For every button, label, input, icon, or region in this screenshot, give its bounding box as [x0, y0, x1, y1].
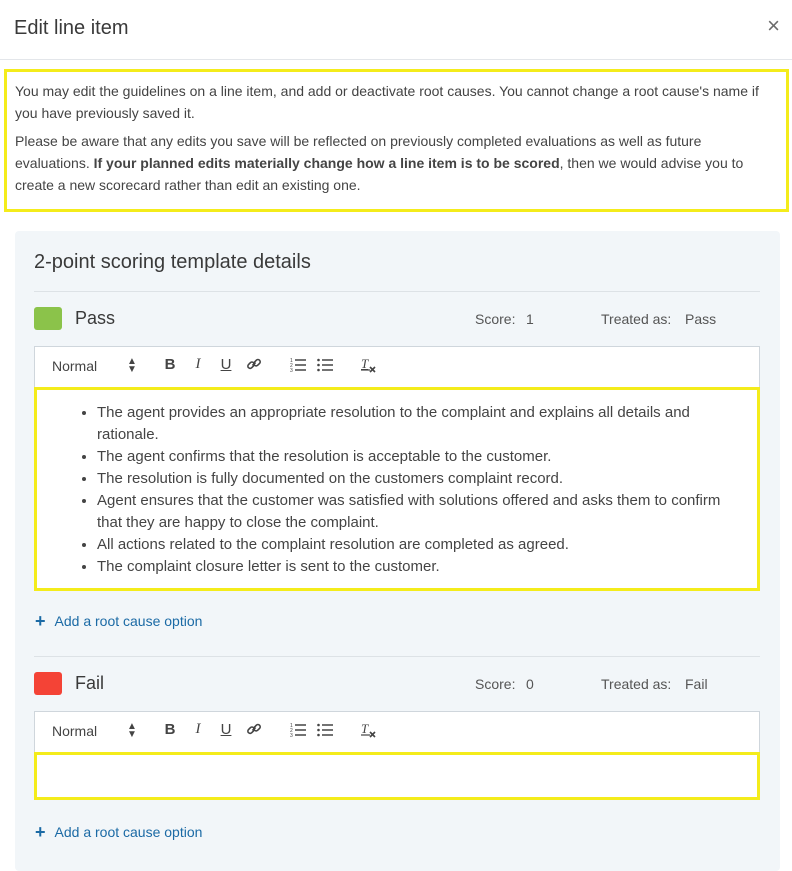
- underline-icon[interactable]: U: [220, 356, 232, 373]
- fail-score-value: 0: [526, 676, 534, 692]
- pass-color-swatch: [34, 307, 62, 330]
- pass-guidelines-text-area[interactable]: [34, 387, 760, 591]
- pass-label: Pass: [75, 308, 116, 328]
- add-root-cause-label: Add a root cause option: [54, 613, 203, 629]
- italic-icon[interactable]: I: [195, 721, 201, 737]
- notice-bold-text: If your planned edits materially change how a line item is to be scored: [93, 155, 560, 171]
- bullet-list-icon[interactable]: [315, 721, 335, 741]
- modal-title: Edit line item: [14, 17, 129, 39]
- select-arrow-icon: ▲ ▼: [127, 721, 137, 740]
- plus-icon: +: [35, 822, 46, 842]
- link-icon[interactable]: [244, 721, 264, 741]
- fail-add-root-cause-link[interactable]: [35, 822, 202, 843]
- select-arrow-icon: ▲ ▼: [127, 356, 137, 375]
- fail-score-row: [34, 670, 760, 698]
- notice-paragraph-1: You may edit the guidelines on a line item, and add or deactivate root causes. You cannot change a root cause's name if you have previously saved it.: [15, 83, 759, 121]
- scoring-template-panel: [15, 231, 780, 871]
- fail-label: Fail: [75, 673, 105, 693]
- guideline-item: • The complaint closure letter is sent to the customer.: [97, 556, 727, 578]
- fail-guidelines-text-area[interactable]: [34, 752, 760, 800]
- bold-icon[interactable]: B: [164, 721, 176, 738]
- bold-icon[interactable]: B: [164, 356, 176, 373]
- edit-notice: [4, 69, 789, 212]
- svg-text:3: 3: [290, 368, 293, 372]
- notice-text: Please be aware that any edits you save will be reflected on previously completed evaluations as well as future evaluations.: [15, 133, 702, 171]
- plus-icon: +: [35, 611, 46, 631]
- close-button[interactable]: ×: [767, 13, 780, 38]
- guideline-item: • The agent provides an appropriate resolution to the complaint and explains all details and rationale.: [97, 402, 727, 446]
- editor-toolbar: [34, 711, 760, 752]
- score-label: Score:: [475, 676, 516, 692]
- add-root-cause-label: Add a root cause option: [54, 824, 203, 840]
- fail-treated-as-value: Fail: [685, 676, 708, 692]
- format-select[interactable]: Normal: [52, 358, 98, 374]
- svg-text:T: T: [361, 356, 369, 371]
- pass-add-root-cause-link[interactable]: [35, 611, 202, 632]
- divider: [34, 656, 760, 657]
- italic-icon[interactable]: I: [195, 356, 201, 372]
- svg-text:2: 2: [290, 728, 293, 734]
- clear-format-icon[interactable]: [358, 356, 378, 376]
- svg-text:T: T: [361, 721, 369, 736]
- treated-as-label: Treated as:: [601, 676, 672, 692]
- guideline-item: • All actions related to the complaint resolution are completed as agreed.: [97, 534, 727, 556]
- ordered-list-icon[interactable]: [288, 356, 308, 376]
- treated-as-label: Treated as:: [601, 311, 672, 327]
- score-label: Score:: [475, 311, 516, 327]
- notice-text-end: , then we would advise you to create a new scorecard rather than edit an existing one.: [15, 155, 744, 193]
- panel-title: 2-point scoring template details: [34, 251, 311, 273]
- pass-score-row: [34, 305, 760, 333]
- clear-format-icon[interactable]: [358, 721, 378, 741]
- format-select[interactable]: Normal: [52, 723, 98, 739]
- editor-toolbar: [34, 346, 760, 387]
- fail-color-swatch: [34, 672, 62, 695]
- bullet-list-icon[interactable]: [315, 356, 335, 376]
- notice-paragraph-2: [15, 130, 778, 196]
- svg-text:2: 2: [290, 363, 293, 369]
- divider: [34, 291, 760, 292]
- modal-header: [0, 0, 792, 60]
- pass-score-value: 1: [526, 311, 534, 327]
- ordered-list-icon[interactable]: [288, 721, 308, 741]
- svg-text:3: 3: [290, 733, 293, 737]
- svg-text:1: 1: [290, 723, 293, 729]
- guideline-item: • The resolution is fully documented on the customers complaint record.: [97, 468, 727, 490]
- guideline-item: • Agent ensures that the customer was satisfied with solutions offered and asks them to confirm that they are happy to close the complaint.: [97, 490, 727, 534]
- guideline-item: • The agent confirms that the resolution is acceptable to the customer.: [97, 446, 727, 468]
- underline-icon[interactable]: U: [220, 721, 232, 738]
- link-icon[interactable]: [244, 356, 264, 376]
- pass-treated-as-value: Pass: [685, 311, 717, 327]
- svg-text:1: 1: [290, 358, 293, 364]
